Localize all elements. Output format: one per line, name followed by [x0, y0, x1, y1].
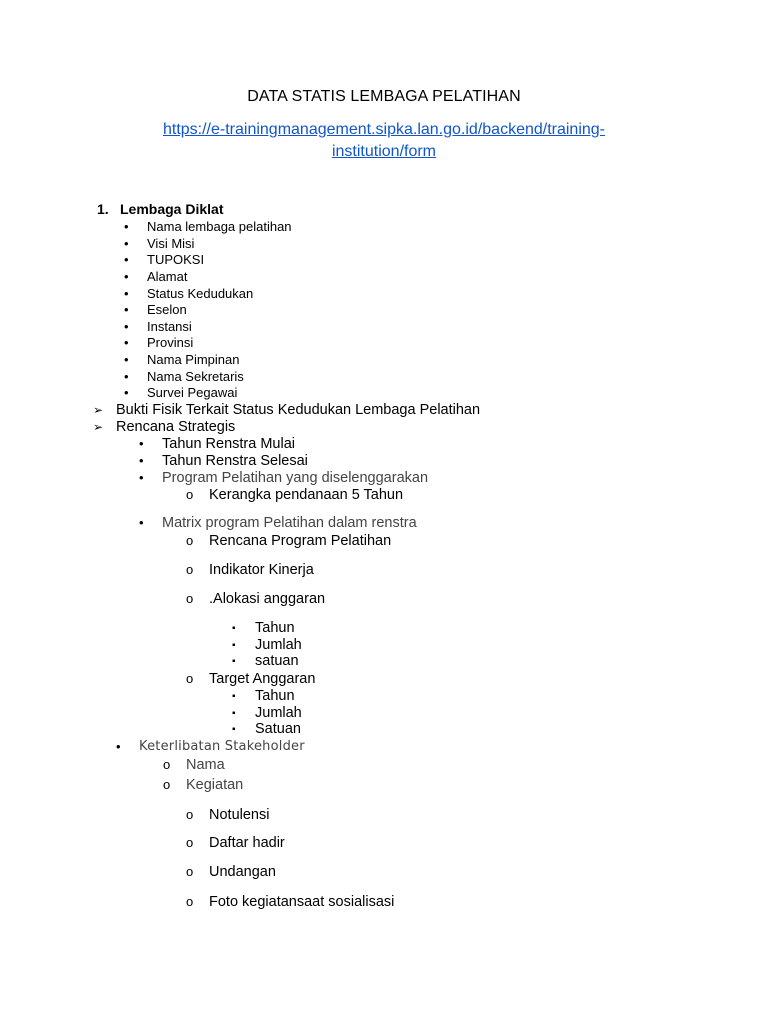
program-kerangka-pendanaan: Kerangka pendanaan 5 Tahun [209, 487, 404, 503]
bullet-marker: • [139, 453, 144, 468]
alokasi-jumlah: Jumlah [255, 637, 302, 653]
square-marker: ▪ [232, 724, 236, 735]
target-satuan: Satuan [255, 721, 301, 737]
bullet-marker: • [124, 236, 129, 251]
circle-marker: o [186, 671, 194, 686]
field-status-kedudukan: Status Kedudukan [147, 286, 254, 301]
field-survei-pegawai: Survei Pegawai [147, 385, 238, 400]
square-marker: ▪ [232, 708, 236, 719]
circle-marker: o [186, 807, 194, 822]
bullet-marker: • [124, 319, 129, 334]
bullet-marker: • [124, 385, 129, 400]
arrow-marker: ➢ [93, 420, 104, 434]
bullet-marker: • [139, 436, 144, 451]
circle-marker: o [186, 894, 194, 909]
field-visi-misi: Visi Misi [147, 236, 195, 251]
matrix-rencana-program: Rencana Program Pelatihan [209, 533, 392, 549]
field-alamat: Alamat [147, 269, 188, 284]
kegiatan-daftar-hadir: Daftar hadir [209, 835, 285, 851]
circle-marker: o [163, 757, 171, 772]
bullet-marker: • [124, 335, 129, 350]
circle-marker: o [186, 562, 194, 577]
target-jumlah: Jumlah [255, 705, 302, 721]
field-nama-pimpinan: Nama Pimpinan [147, 352, 240, 367]
circle-marker: o [186, 864, 194, 879]
circle-marker: o [186, 591, 194, 606]
circle-marker: o [186, 533, 194, 548]
stakeholder-title: Keterlibatan Stakeholder [139, 739, 305, 754]
bullet-marker: • [116, 739, 121, 754]
square-marker: ▪ [232, 623, 236, 634]
document-title: DATA STATIS LEMBAGA PELATIHAN [247, 88, 521, 105]
kegiatan-foto-sosialisasi: Foto kegiatansaat sosialisasi [209, 894, 395, 910]
field-instansi: Instansi [147, 319, 192, 334]
stakeholder-nama: Nama [186, 757, 225, 773]
arrow-item-bukti-fisik: Bukti Fisik Terkait Status Kedudukan Lembaga Pelatihan [116, 402, 481, 418]
section-number: 1. [97, 201, 109, 217]
square-marker: ▪ [232, 656, 236, 667]
arrow-marker: ➢ [93, 403, 104, 417]
renstra-tahun-selesai: Tahun Renstra Selesai [162, 453, 308, 469]
field-eselon: Eselon [147, 302, 187, 317]
stakeholder-kegiatan: Kegiatan [186, 777, 244, 793]
bullet-marker: • [139, 470, 144, 485]
renstra-matrix-program: Matrix program Pelatihan dalam renstra [162, 515, 417, 531]
kegiatan-undangan: Undangan [209, 864, 276, 880]
circle-marker: o [186, 487, 194, 502]
arrow-item-rencana-strategis: Rencana Strategis [116, 419, 236, 435]
bullet-marker: • [124, 352, 129, 367]
kegiatan-notulensi: Notulensi [209, 807, 270, 823]
bullet-marker: • [139, 515, 144, 530]
bullet-marker: • [124, 369, 129, 384]
bullet-marker: • [124, 219, 129, 234]
bullet-marker: • [124, 252, 129, 267]
renstra-program-pelatihan: Program Pelatihan yang diselenggarakan [162, 470, 429, 486]
bullet-marker: • [124, 286, 129, 301]
bullet-marker: • [124, 269, 129, 284]
section-title: Lembaga Diklat [120, 201, 224, 217]
field-nama-sekretaris: Nama Sekretaris [147, 369, 244, 384]
alokasi-tahun: Tahun [255, 620, 295, 636]
form-link[interactable]: https://e-trainingmanagement.sipka.lan.go.id/backend/training-institution/form [162, 121, 606, 160]
matrix-target-anggaran: Target Anggaran [209, 671, 316, 687]
alokasi-satuan: satuan [255, 653, 299, 669]
field-provinsi: Provinsi [147, 335, 194, 350]
bullet-marker: • [124, 302, 129, 317]
circle-marker: o [163, 777, 171, 792]
field-tupoksi: TUPOKSI [147, 252, 205, 267]
renstra-tahun-mulai: Tahun Renstra Mulai [162, 436, 295, 452]
circle-marker: o [186, 835, 194, 850]
square-marker: ▪ [232, 691, 236, 702]
field-nama-lembaga: Nama lembaga pelatihan [147, 219, 292, 234]
matrix-alokasi-anggaran: .Alokasi anggaran [209, 591, 326, 607]
square-marker: ▪ [232, 640, 236, 651]
matrix-indikator-kinerja: Indikator Kinerja [209, 562, 314, 578]
target-tahun: Tahun [255, 688, 295, 704]
